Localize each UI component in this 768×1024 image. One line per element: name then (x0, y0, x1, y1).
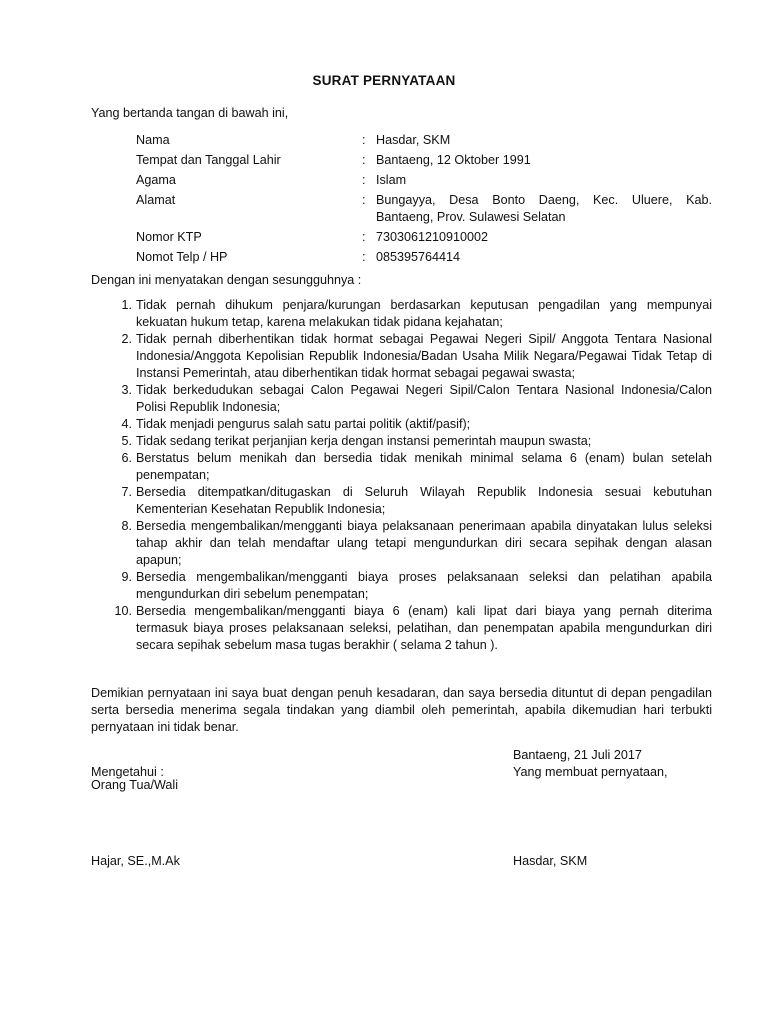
identity-label: Agama (136, 173, 176, 187)
identity-colon: : (362, 153, 366, 167)
place-date: Bantaeng, 21 Juli 2017 (513, 748, 642, 762)
identity-colon: : (362, 250, 366, 264)
item-number: 10. (114, 604, 132, 618)
identity-value: Hasdar, SKM (376, 133, 451, 147)
witness-name: Hajar, SE.,M.Ak (91, 854, 180, 868)
list-item (91, 603, 712, 654)
item-text: Bersedia ditempatkan/ditugaskan di Seluruh Wilayah Republik Indonesia sesuai kebutuhan Kementerian Kesehatan Republik Indonesia; (136, 485, 712, 516)
maker-name: Hasdar, SKM (513, 854, 588, 868)
statement-intro: Dengan ini menyatakan dengan sesungguhnya : (91, 273, 362, 287)
list-item (91, 297, 712, 331)
identity-label: Tempat dan Tanggal Lahir (136, 153, 281, 167)
identity-colon: : (362, 133, 366, 147)
item-number: 3. (121, 383, 132, 397)
identity-label: Alamat (136, 193, 176, 207)
item-number: 9. (121, 570, 132, 584)
item-text: Tidak menjadi pengurus salah satu partai politik (aktif/pasif); (136, 417, 471, 431)
item-text: Tidak pernah dihukum penjara/kurungan berdasarkan keputusan pengadilan yang mempunyai kekuatan hukum tetap, karena melakukan tidak pidana kejahatan; (136, 298, 712, 329)
identity-label: Nomot Telp / HP (136, 250, 228, 264)
item-text: Bersedia mengembalikan/mengganti biaya pelaksanaan penerimaan apabila dinyatakan lulus seleksi tahap akhir dan telah mendaftar ulang tetapi mengundurkan diri secara sepihak dengan alasan apapun; (136, 519, 712, 567)
statement-list (91, 297, 712, 654)
list-item (91, 382, 712, 416)
item-text: Tidak sedang terikat perjanjian kerja dengan instansi pemerintah maupun swasta; (136, 434, 592, 448)
list-item (91, 518, 712, 569)
witness-role: Orang Tua/Wali (91, 778, 179, 792)
identity-value: Bantaeng, 12 Oktober 1991 (376, 153, 531, 167)
document-title: SURAT PERNYATAAN (312, 73, 456, 88)
item-text: Tidak berkedudukan sebagai Calon Pegawai Negeri Sipil/Calon Tentara Nasional Indonesia/Calon Polisi Republik Indonesia; (136, 383, 712, 414)
item-text: Bersedia mengembalikan/mengganti biaya 6 (enam) kali lipat dari biaya yang pernah diterima termasuk biaya proses pelaksanaan seleksi, pelatihan, dan penempatan apabila mengundurkan diri secara sepihak sebelum masa tugas berakhir ( selama 2 tahun ). (136, 604, 712, 652)
identity-label: Nomor KTP (136, 230, 202, 244)
identity-row-birth (136, 152, 712, 172)
intro-text: Yang bertanda tangan di bawah ini, (91, 106, 289, 120)
identity-colon: : (362, 230, 366, 244)
identity-label: Nama (136, 133, 170, 147)
item-text: Berstatus belum menikah dan bersedia tidak menikah minimal selama 6 (enam) bulan setelah penempatan; (136, 451, 712, 482)
list-item (91, 450, 712, 484)
item-text: Tidak pernah diberhentikan tidak hormat sebagai Pegawai Negeri Sipil/ Anggota Tentara Nasional Indonesia/Anggota Kepolisian Republik Indonesia/Badan Usaha Milik Negara/Pegawai Tidak Tetap di Instansi Pemerintah, atau diberhentikan tidak hormat sebagai pegawai swasta; (136, 332, 712, 380)
identity-colon: : (362, 193, 366, 207)
identity-row-address (136, 192, 712, 229)
identity-table (136, 132, 712, 269)
closing-paragraph: Demikian pernyataan ini saya buat dengan penuh kesadaran, dan saya bersedia dituntut di depan pengadilan serta bersedia menerima segala tindakan yang diambil oleh pemerintah, apabila dikemudian hari terbukti pernyataan ini tidak benar. (91, 686, 712, 734)
identity-row-phone (136, 249, 712, 269)
item-number: 4. (121, 417, 132, 431)
item-number: 1. (121, 298, 132, 312)
list-item (91, 416, 712, 433)
item-number: 7. (121, 485, 132, 499)
maker-label: Yang membuat pernyataan, (513, 765, 668, 779)
item-number: 6. (121, 451, 132, 465)
identity-value: 7303061210910002 (376, 230, 489, 244)
list-item (91, 331, 712, 382)
item-number: 2. (121, 332, 132, 346)
item-number: 5. (121, 434, 132, 448)
witness-label: Mengetahui : (91, 765, 164, 779)
list-item (91, 569, 712, 603)
list-item (91, 433, 712, 450)
item-text: Bersedia mengembalikan/mengganti biaya proses pelaksanaan seleksi dan pelatihan apabila mengundurkan diri sebelum penempatan; (136, 570, 712, 601)
identity-value: Bungayya, Desa Bonto Daeng, Kec. Uluere, Kab. Bantaeng, Prov. Sulawesi Selatan (376, 193, 712, 224)
identity-row-religion (136, 172, 712, 192)
identity-value: 085395764414 (376, 250, 461, 264)
item-number: 8. (121, 519, 132, 533)
identity-row-ktp (136, 229, 712, 249)
identity-value: Islam (376, 173, 407, 187)
list-item (91, 484, 712, 518)
identity-row-name (136, 132, 712, 152)
identity-colon: : (362, 173, 366, 187)
